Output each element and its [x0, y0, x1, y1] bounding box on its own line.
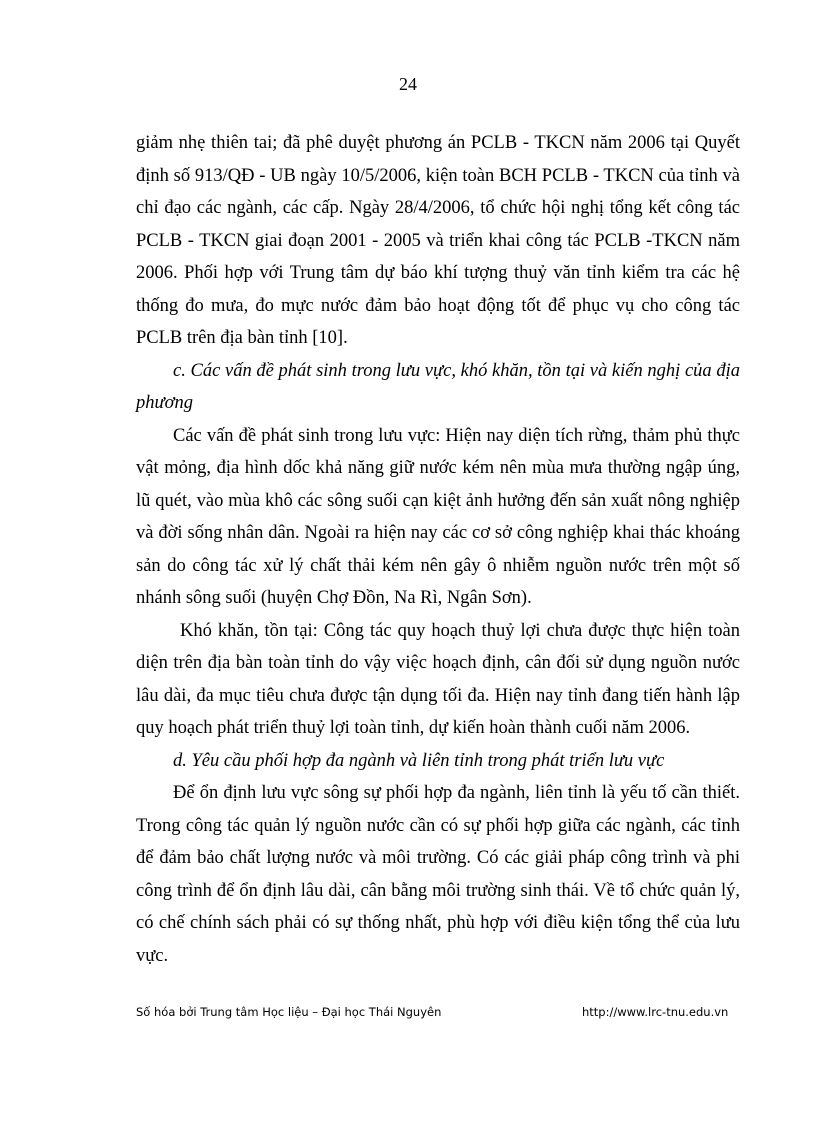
page-number: 24: [399, 74, 417, 94]
footer-source: Số hóa bởi Trung tâm Học liệu – Đại học Thái Nguyên: [136, 1005, 442, 1019]
paragraph-continuation: giảm nhẹ thiên tai; đã phê duyệt phương án PCLB - TKCN năm 2006 tại Quyết định số 913/QĐ - UB ngày 10/5/2006, kiện toàn BCH PCLB - TKCN của tỉnh và chỉ đạo các ngành, các cấp. Ngày 28/4/2006, tổ chức hội nghị tổng kết công tác PCLB - TKCN giai đoạn 2001 - 2005 và triển khai công tác PCLB -TKCN năm 2006. Phối hợp với Trung tâm dự báo khí tượng thuỷ văn tỉnh kiểm tra các hệ thống đo mưa, đo mực nước đảm bảo hoạt động tốt để phục vụ cho công tác PCLB trên địa bàn tỉnh [10].: [136, 133, 740, 348]
paragraph-issues: Các vấn đề phát sinh trong lưu vực: Hiện nay diện tích rừng, thảm phủ thực vật mỏng, địa hình dốc khả năng giữ nước kém nên mùa mưa thường ngập úng, lũ quét, vào mùa khô các sông suối cạn kiệt ảnh hưởng đến sản xuất nông nghiệp và đời sống nhân dân. Ngoài ra hiện nay các cơ sở công nghiệp khai thác khoáng sản do công tác xử lý chất thải kém nên gây ô nhiễm nguồn nước trên một số nhánh sông suối (huyện Chợ Đồn, Na Rì, Ngân Sơn).: [136, 425, 740, 608]
section-heading-d: d. Yêu cầu phối hợp đa ngành và liên tỉnh trong phát triển lưu vực: [173, 750, 665, 771]
paragraph-coordination: Để ổn định lưu vực sông sự phối hợp đa ngành, liên tỉnh là yếu tố cần thiết. Trong công tác quản lý nguồn nước cần có sự phối hợp giữa các ngành, các tỉnh để đảm bảo chất lượng nước và môi trường. Có các giải pháp công trình và phi công trình để ổn định lâu dài, cân bằng môi trường sinh thái. Về tổ chức quản lý, có chế chính sách phải có sự thống nhất, phù hợp với điều kiện tổng thể của lưu vực.: [136, 783, 740, 966]
footer-url: http://www.lrc-tnu.edu.vn: [582, 1005, 729, 1019]
paragraph-difficulties: Khó khăn, tồn tại: Công tác quy hoạch thuỷ lợi chưa được thực hiện toàn diện trên địa bàn toàn tỉnh do vậy việc hoạch định, cân đối sử dụng nguồn nước lâu dài, đa mục tiêu chưa được tận dụng tối đa. Hiện nay tỉnh đang tiến hành lập quy hoạch phát triển thuỷ lợi toàn tỉnh, dự kiến hoàn thành cuối năm 2006.: [136, 620, 740, 738]
section-heading-c: c. Các vấn đề phát sinh trong lưu vực, khó khăn, tồn tại và kiến nghị của địa phương: [136, 360, 740, 413]
body-text: [136, 127, 740, 972]
